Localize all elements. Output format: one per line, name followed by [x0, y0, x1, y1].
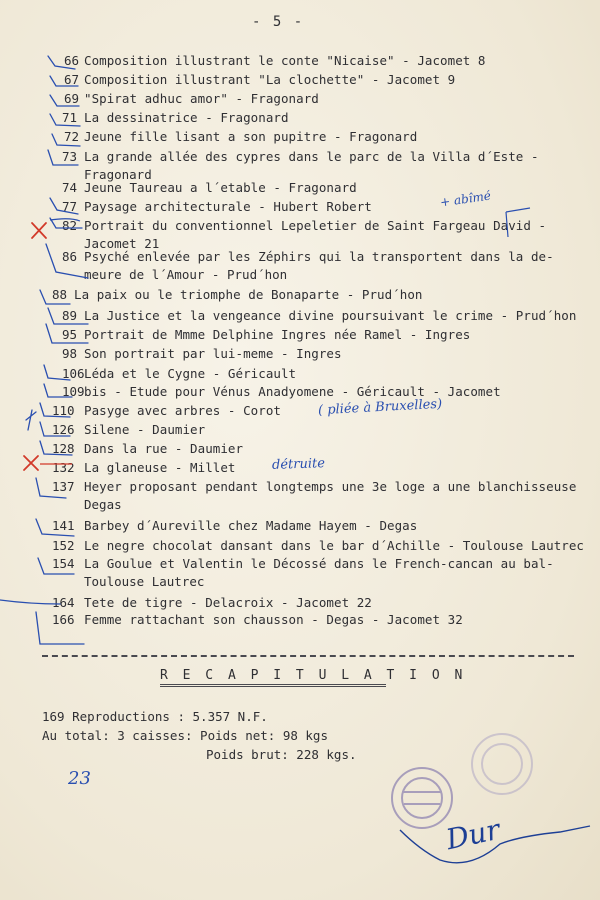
list-item — [0, 422, 600, 442]
list-item — [0, 180, 600, 200]
item-title: Silene - Daumier — [84, 422, 206, 437]
item-title: Tete de tigre - Delacroix - Jacomet 22 — [84, 595, 372, 610]
item-number: 71 — [62, 110, 78, 125]
page-number: - 5 - — [252, 14, 305, 30]
item-number: 132 — [52, 460, 75, 475]
item-title: La glaneuse - Millet — [84, 460, 236, 475]
item-number: 126 — [52, 422, 75, 437]
list-item — [0, 384, 600, 404]
item-title: La paix ou le triomphe de Bonaparte - Prud´hon — [74, 287, 423, 302]
item-title: Léda et le Cygne - Géricault — [84, 366, 297, 381]
list-item — [0, 366, 600, 386]
handwritten-count: 23 — [68, 768, 91, 789]
handwritten-note-destroyed: détruite — [271, 456, 326, 473]
item-title-continued: Jacomet 21 — [84, 236, 160, 251]
item-number: 77 — [62, 199, 78, 214]
item-number: 82 — [62, 218, 78, 233]
list-item — [0, 53, 600, 73]
item-number: 72 — [64, 129, 80, 144]
handwritten-note-damaged: + abîmé — [439, 188, 492, 210]
list-item — [0, 538, 600, 558]
item-title: La grande allée des cypres dans le parc de la Villa d´Este - — [84, 149, 539, 164]
item-number: 141 — [52, 518, 75, 533]
list-item — [0, 129, 600, 149]
list-item — [0, 287, 600, 307]
item-number: 73 — [62, 149, 78, 164]
item-number: 164 — [52, 595, 75, 610]
item-number: 67 — [64, 72, 80, 87]
signature: Dur — [443, 812, 503, 857]
item-title: Femme rattachant son chausson - Degas - Jacomet 32 — [84, 612, 463, 627]
item-title: Psyché enlevée par les Zéphirs qui la transportent dans la de- — [84, 249, 554, 264]
item-number: 88 — [52, 287, 68, 302]
item-number: 128 — [52, 441, 75, 456]
item-number: 89 — [62, 308, 78, 323]
list-item — [0, 327, 600, 347]
item-title: La dessinatrice - Fragonard — [84, 110, 289, 125]
item-number: 137 — [52, 479, 75, 494]
item-title: Heyer proposant pendant longtemps une 3e loge a une blanchisseuse — [84, 479, 577, 494]
item-number: 86 — [62, 249, 78, 264]
list-item — [0, 149, 600, 182]
item-title-continued: Toulouse Lautrec — [84, 574, 205, 589]
list-item — [0, 110, 600, 130]
summary-total: Au total: 3 caisses: Poids net: 98 kgs — [42, 728, 328, 743]
item-title: Dans la rue - Daumier — [84, 441, 244, 456]
item-number: 95 — [62, 327, 78, 342]
summary-reproductions: 169 Reproductions : 5.357 N.F. — [42, 709, 268, 724]
list-item — [0, 249, 600, 282]
item-number: 110 — [52, 403, 75, 418]
item-title: Jeune fille lisant a son pupitre - Fragonard — [84, 129, 418, 144]
list-item — [0, 612, 600, 632]
item-number: 98 — [62, 346, 78, 361]
divider-line — [42, 655, 574, 657]
item-title: Pasyge avec arbres - Corot — [84, 403, 281, 418]
item-title: La Justice et la vengeance divine poursuivant le crime - Prud´hon — [84, 308, 577, 323]
list-item — [0, 479, 600, 512]
item-title: Portrait du conventionnel Lepeletier de Saint Fargeau David - — [84, 218, 547, 233]
list-item — [0, 403, 600, 423]
handwritten-note-folded: ( pliée à Bruxelles) — [317, 396, 443, 419]
item-number: 152 — [52, 538, 75, 553]
list-item — [0, 72, 600, 92]
item-title: Portrait de Mmme Delphine Ingres née Ramel - Ingres — [84, 327, 471, 342]
customs-stamp — [392, 768, 452, 828]
item-title-continued: Fragonard — [84, 167, 152, 182]
list-item — [0, 308, 600, 328]
list-item — [0, 199, 600, 219]
item-number: 74 — [62, 180, 78, 195]
list-item — [0, 218, 600, 251]
item-number: 69 — [64, 91, 80, 106]
faint-stamp — [472, 734, 532, 794]
item-title: Son portrait par lui-meme - Ingres — [84, 346, 342, 361]
list-item — [0, 556, 600, 589]
item-number: 166 — [52, 612, 75, 627]
item-title: Barbey d´Aureville chez Madame Hayem - Degas — [84, 518, 418, 533]
item-title: bis - Etude pour Vénus Anadyomene - Géricault - Jacomet — [84, 384, 501, 399]
recap-heading: R E C A P I T U L A T I O N — [160, 668, 466, 683]
item-number: 109 — [62, 384, 85, 399]
item-number: 154 — [52, 556, 75, 571]
item-title: Le negre chocolat dansant dans le bar d´Achille - Toulouse Lautrec — [84, 538, 584, 553]
item-title-continued: meure de l´Amour - Prud´hon — [84, 267, 288, 282]
item-title: Jeune Taureau a l´etable - Fragonard — [84, 180, 357, 195]
item-title: La Goulue et Valentin le Décossé dans le French-cancan au bal- — [84, 556, 554, 571]
item-title-continued: Degas — [84, 497, 122, 512]
item-title: Paysage architecturale - Hubert Robert — [84, 199, 372, 214]
item-title: Composition illustrant le conte "Nicaise" - Jacomet 8 — [84, 53, 486, 68]
list-item — [0, 91, 600, 111]
item-title: Composition illustrant "La clochette" - Jacomet 9 — [84, 72, 456, 87]
item-number: 106 — [62, 366, 85, 381]
summary-gross-weight: Poids brut: 228 kgs. — [206, 747, 357, 762]
list-item — [0, 518, 600, 538]
item-title: "Spirat adhuc amor" - Fragonard — [84, 91, 319, 106]
list-item — [0, 346, 600, 366]
recap-underline — [160, 684, 386, 687]
item-number: 66 — [64, 53, 80, 68]
